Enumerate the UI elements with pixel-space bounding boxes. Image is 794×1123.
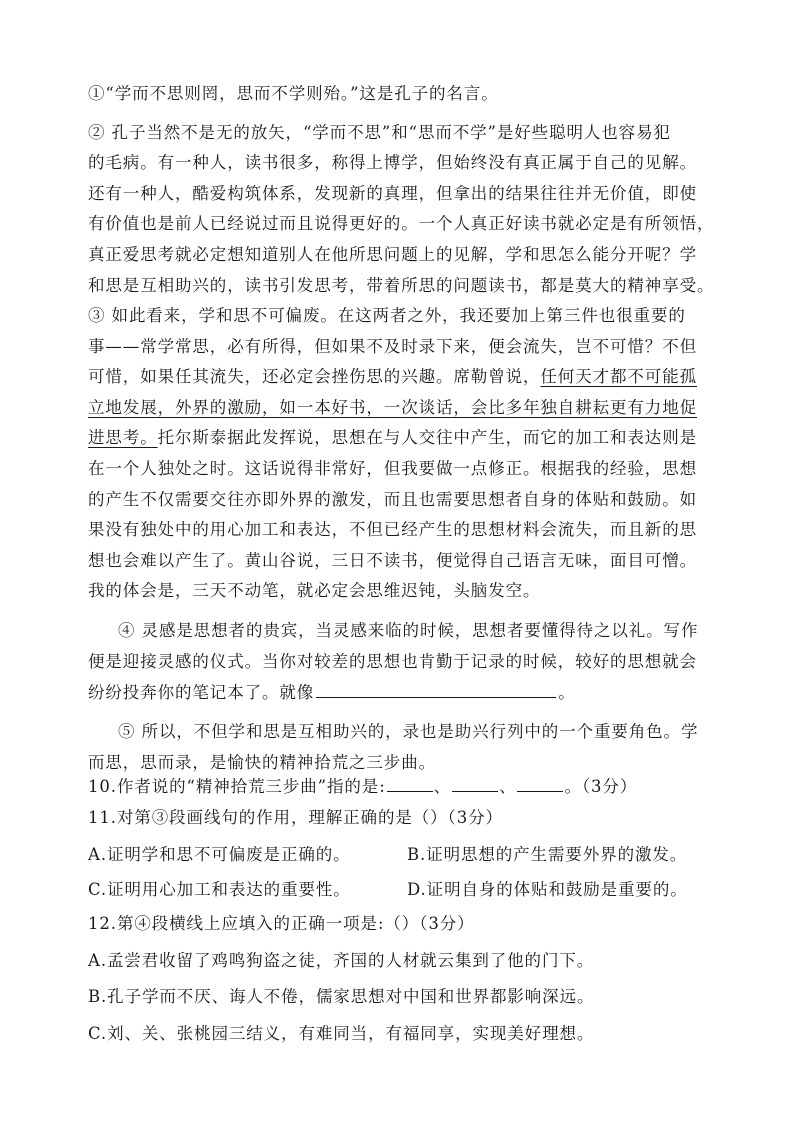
plain-text: 纷纷投奔你的笔记本了。就像: [88, 683, 315, 702]
paragraph-2-line: 和思是互相助兴的，读书引发思考，带着所思的问题读书，都是莫大的精神享受。: [88, 276, 715, 295]
paragraph-2-line: 有价值也是前人已经说过而且说得更好的。一个人真正好读书就必定是有所领悟，: [88, 214, 715, 233]
paragraph-3-line: 我的体会是，三天不动笔，就必定会思维迟钝，头脑发空。: [88, 581, 541, 600]
underlined-sentence: 任何天才都不可能孤: [540, 367, 698, 386]
question-11-stem: 11.对第③段画线句的作用，理解正确的是（）（3分）: [88, 808, 503, 827]
paragraph-3-line: [88, 427, 697, 449]
question-10: [88, 776, 637, 798]
plain-text: 可惜，如果任其流失，还必定会挫伤思的兴趣。席勒曾说，: [88, 367, 541, 386]
question-11-option-d[interactable]: D.证明自身的体贴和鼓励是重要的。: [407, 880, 688, 899]
underlined-sentence: 进思考。: [88, 428, 158, 447]
fill-in-blank[interactable]: [316, 681, 556, 698]
question-11-option-c[interactable]: C.证明用心加工和表达的重要性。: [88, 880, 351, 899]
paragraph-3-line: 的产生不仅需要交往亦即外界的激发，而且也需要思想者自身的体贴和鼓励。如: [88, 490, 697, 509]
answer-blank-1[interactable]: [387, 777, 433, 792]
question-11-option-a[interactable]: A.证明学和思不可偏废是正确的。: [88, 845, 351, 864]
paragraph-5-line: ⑤ 所以，不但学和思是互相助兴的，录也是助兴行列中的一个重要角色。学: [118, 722, 699, 741]
paragraph-2-line: ② 孔子当然不是无的放矢，“学而不思”和“思而不学”是好些聪明人也容易犯: [88, 123, 671, 142]
paragraph-3-line: [88, 366, 697, 388]
question-12-option-b[interactable]: B.孔子学而不厌、诲人不倦，儒家思想对中国和世界都影响深远。: [88, 987, 595, 1006]
paragraph-3-line: 果没有独处中的用心加工和表达，不但已经产生的思想材料会流失，而且新的思: [88, 520, 697, 539]
question-12-option-c[interactable]: C.刘、关、张桃园三结义，有难同当，有福同享，实现美好理想。: [88, 1024, 595, 1043]
paragraph-3-line: 在一个人独处之时。这话说得非常好，但我要做一点修正。根据我的经验，思想: [88, 459, 697, 478]
paragraph-4-line: [88, 681, 576, 704]
question-10-stem: 10.作者说的“精神拾荒三步曲”指的是:: [88, 777, 386, 796]
underlined-sentence: 立地发展，外界的激励，如一本好书，一次谈话，会比多年独自耕耘更有力地促: [88, 398, 697, 417]
question-11-option-b[interactable]: B.证明思想的产生需要外界的激发。: [407, 845, 688, 864]
paragraph-4-line: 便是迎接灵感的仪式。当你对较差的思想也肯勤于记录的时候，较好的思想就会: [88, 652, 697, 671]
answer-blank-2[interactable]: [452, 777, 498, 792]
paragraph-5-line: 而思，思而录，是愉快的精神拾荒之三步曲。: [88, 753, 436, 772]
paragraph-3-line: [88, 397, 697, 419]
paragraph-3-line: ③ 如此看来，学和思不可偏废。在这两者之外，我还要加上第三件也很重要的: [88, 306, 686, 325]
paragraph-3-line: 事——常学常思，必有所得，但如果不及时录下来，便会流失，岂不可惜？不但: [88, 337, 697, 356]
question-12-stem: 12.第④段横线上应填入的正确一项是:（）（3分）: [88, 914, 475, 933]
separator: 、: [433, 777, 452, 796]
paragraph-2-line: 的毛病。有一种人，读书很多，称得上博学，但始终没有真正属于自己的见解。: [88, 153, 697, 172]
question-10-points: 。（3分）: [564, 777, 638, 796]
plain-text: 托尔斯泰据此发挥说，思想在与人交往中产生，而它的加工和表达则是: [157, 428, 698, 447]
paragraph-1: ①“学而不思则罔，思而不学则殆。”这是孔子的名言。: [88, 84, 499, 103]
paragraph-4-line: ④ 灵感是思想者的贵宾，当灵感来临的时候，思想者要懂得待之以礼。写作: [118, 621, 699, 640]
question-12-option-a[interactable]: A.孟尝君收留了鸡鸣狗盗之徒，齐国的人材就云集到了他的门下。: [88, 951, 595, 970]
plain-text: 。: [558, 683, 576, 702]
paragraph-2-line: 还有一种人，酷爱构筑体系，发现新的真理，但拿出的结果往往并无价值，即使: [88, 184, 697, 203]
paragraph-2-line: 真正爱思考就必定想知道别人在他所思问题上的见解，学和思怎么能分开呢？学: [88, 245, 697, 264]
paragraph-3-line: 想也会难以产生了。黄山谷说，三日不读书，便觉得自己语言无味，面目可憎。: [88, 551, 697, 570]
answer-blank-3[interactable]: [517, 777, 563, 792]
separator: 、: [499, 777, 517, 796]
